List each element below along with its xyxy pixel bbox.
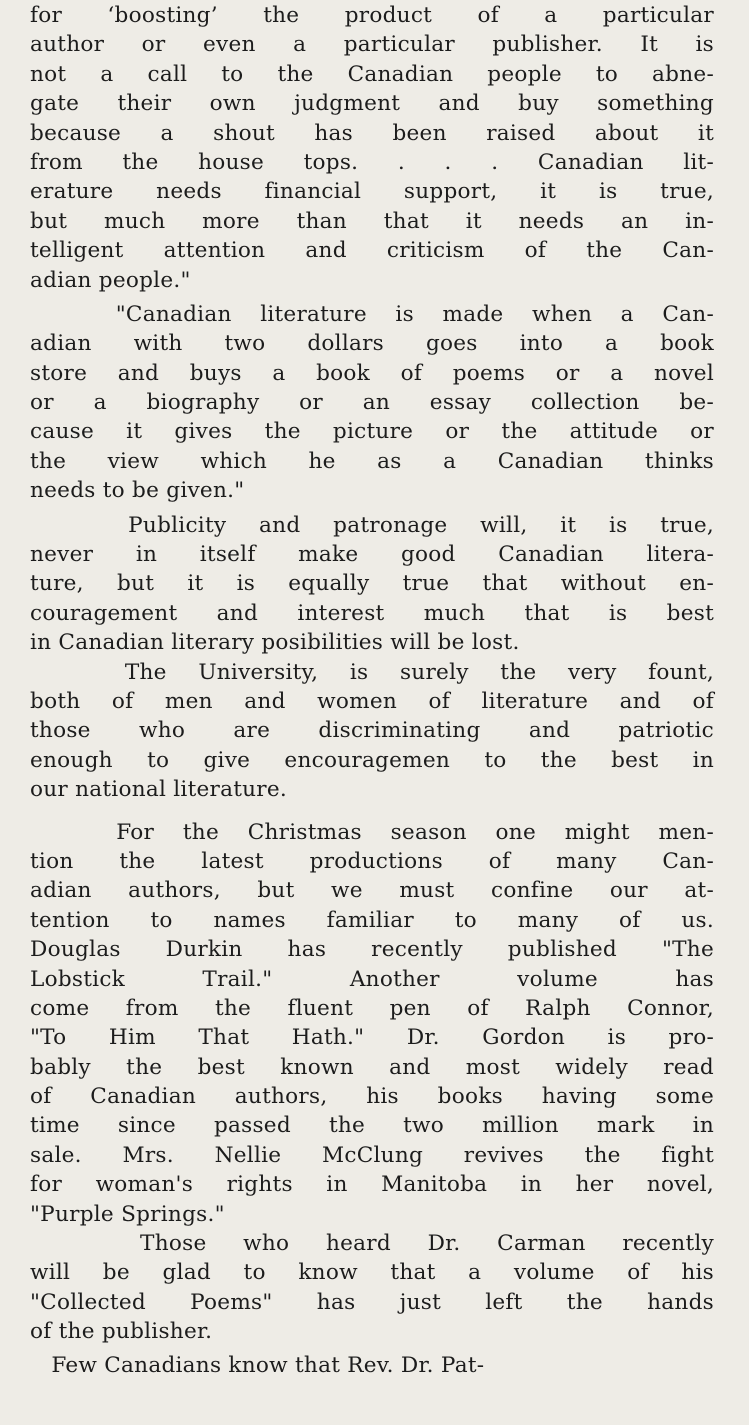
text-line: the view which he as a Canadian thinks xyxy=(30,448,714,474)
text-line: gate their own judgment and buy something xyxy=(30,91,714,117)
text-line: cause it gives the picture or the attitude or xyxy=(30,419,714,445)
text-line: Those who heard Dr. Carman recently xyxy=(30,1231,714,1257)
text-line: ture, but it is equally true that without en- xyxy=(30,571,714,597)
text-line: of the publisher. xyxy=(30,1319,213,1345)
text-line: Publicity and patronage will, it is true, xyxy=(30,512,714,538)
paragraph-7 xyxy=(30,1351,714,1380)
text-line: Few Canadians know that Rev. Dr. Pat- xyxy=(30,1352,485,1378)
paragraph-1 xyxy=(30,1,714,295)
text-line: tion the latest productions of many Can- xyxy=(30,848,714,874)
text-line: telligent attention and criticism of the Can- xyxy=(30,238,714,264)
text-line: our national literature. xyxy=(30,777,288,803)
text-line: both of men and women of literature and of xyxy=(30,688,714,714)
paragraph-gap xyxy=(30,805,714,818)
text-line: never in itself make good Canadian litera- xyxy=(30,542,714,568)
text-line: adian people." xyxy=(30,267,191,293)
text-line: or a biography or an essay collection be- xyxy=(30,390,714,416)
text-line: enough to give encouragemen to the best in xyxy=(30,747,714,773)
text-line: for ‘boosting’ the product of a particular xyxy=(30,3,714,28)
text-line: not a call to the Canadian people to abne- xyxy=(30,61,714,87)
text-line: tention to names familiar to many of us. xyxy=(30,907,714,933)
text-line: bably the best known and most widely read xyxy=(30,1054,714,1080)
text-line: store and buys a book of poems or a novel xyxy=(30,360,714,386)
text-line: "Purple Springs." xyxy=(30,1201,225,1227)
text-line: "To Him That Hath." Dr. Gordon is pro- xyxy=(30,1025,714,1051)
text-line: come from the fluent pen of Ralph Connor, xyxy=(30,995,714,1021)
text-line: from the house tops. . . . Canadian lit- xyxy=(30,149,714,175)
paragraph-5 xyxy=(30,818,714,1229)
text-line: but much more than that it needs an in- xyxy=(30,208,714,234)
text-line: "Canadian literature is made when a Can- xyxy=(30,301,714,327)
text-line: couragement and interest much that is best xyxy=(30,600,714,626)
text-line: For the Christmas season one might men- xyxy=(30,819,714,845)
text-line: sale. Mrs. Nellie McClung revives the fight xyxy=(30,1142,714,1168)
text-line: of Canadian authors, his books having some xyxy=(30,1084,714,1110)
text-line: "Collected Poems" has just left the hands xyxy=(30,1289,714,1315)
text-line: in Canadian literary posibilities will be lost. xyxy=(30,630,520,656)
text-line: time since passed the two million mark in xyxy=(30,1113,714,1139)
text-line: needs to be given." xyxy=(30,478,245,504)
text-line: erature needs financial support, it is true, xyxy=(30,179,714,205)
article-column xyxy=(30,0,714,1380)
text-line: because a shout has been raised about it xyxy=(30,120,714,146)
text-line: The University, is surely the very fount, xyxy=(30,659,714,685)
text-line: will be glad to know that a volume of his xyxy=(30,1260,714,1286)
paragraph-3 xyxy=(30,511,714,658)
text-line: author or even a particular publisher. It is xyxy=(30,32,714,58)
text-line: adian with two dollars goes into a book xyxy=(30,331,714,357)
paragraph-4 xyxy=(30,658,714,805)
paragraph-6 xyxy=(30,1229,714,1347)
paragraph-2 xyxy=(30,300,714,506)
text-line: adian authors, but we must confine our at- xyxy=(30,878,714,904)
text-line: Lobstick Trail." Another volume has xyxy=(30,966,714,992)
text-line: those who are discriminating and patriotic xyxy=(30,718,714,744)
text-line: for woman's rights in Manitoba in her novel, xyxy=(30,1172,714,1198)
text-line: Douglas Durkin has recently published "The xyxy=(30,937,714,963)
